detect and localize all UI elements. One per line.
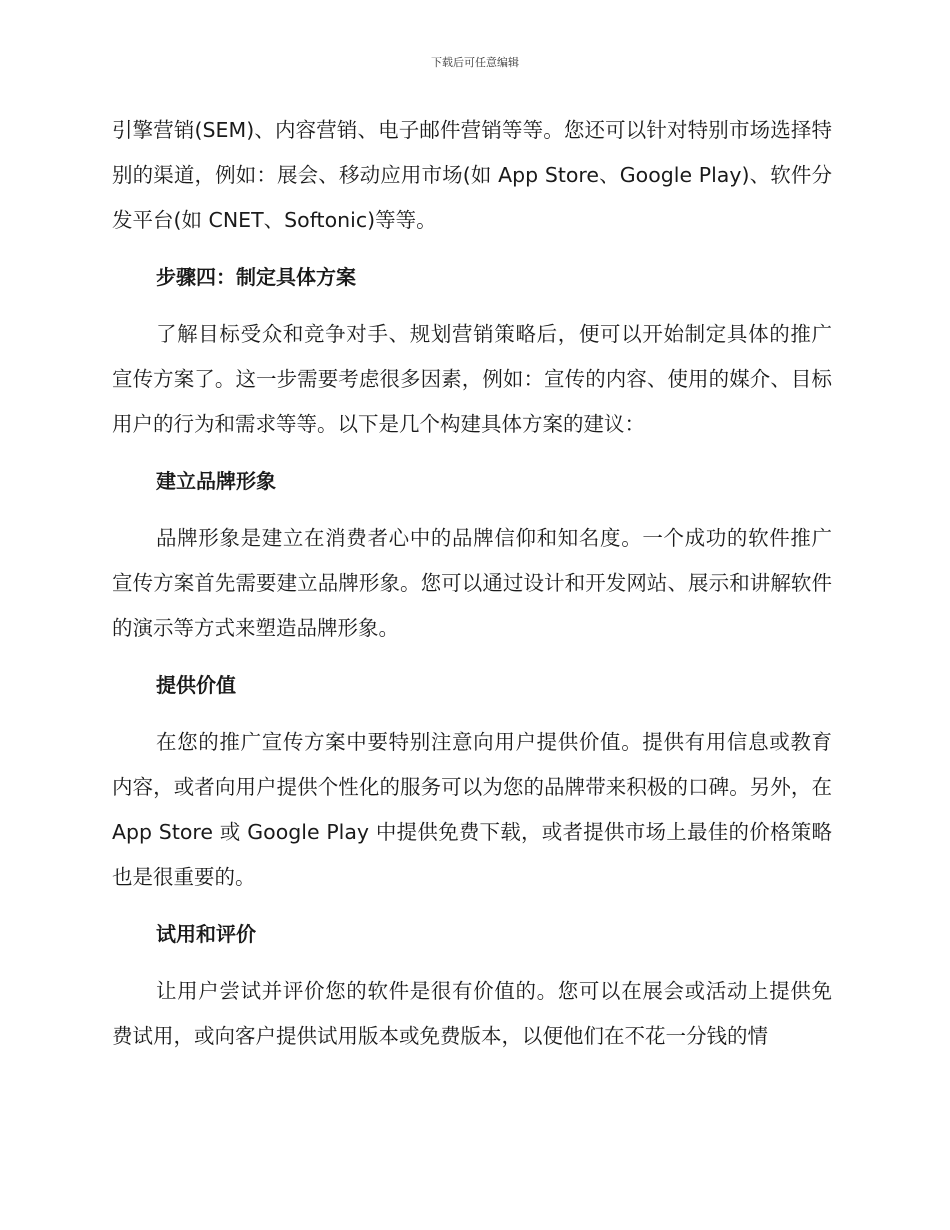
heading-step-four: 步骤四：制定具体方案	[156, 265, 356, 289]
paragraph-plan-intro: 了解目标受众和竞争对手、规划营销策略后，便可以开始制定具体的推广宣传方案了。这一步需要考虑很多因素，例如：宣传的内容、使用的媒介、目标用户的行为和需求等等。以下是几个构建具体方案的建议：	[112, 322, 832, 436]
heading-provide-value: 提供价值	[156, 673, 236, 697]
paragraph-trial-review: 让用户尝试并评价您的软件是很有价值的。您可以在展会或活动上提供免费试用，或向客户提供试用版本或免费版本，以便他们在不花一分钱的情	[112, 979, 832, 1048]
heading-trial-review: 试用和评价	[156, 922, 256, 946]
paragraph-channels: 引擎营销(SEM)、内容营销、电子邮件营销等等。您还可以针对特别市场选择特别的渠道，例如：展会、移动应用市场(如 App Store、Google Play)、软件分发平台(如 CNET、Softonic)等等。	[112, 118, 832, 232]
heading-brand-image: 建立品牌形象	[156, 469, 276, 493]
paragraph-provide-value: 在您的推广宣传方案中要特别注意向用户提供价值。提供有用信息或教育内容，或者向用户提供个性化的服务可以为您的品牌带来积极的口碑。另外，在 App Store 或 Google Play 中提供免费下载，或者提供市场上最佳的价格策略也是很重要的。	[112, 730, 832, 889]
page-header: 下载后可任意编辑	[431, 56, 519, 69]
document-body	[112, 108, 832, 1071]
paragraph-brand-image: 品牌形象是建立在消费者心中的品牌信仰和知名度。一个成功的软件推广宣传方案首先需要建立品牌形象。您可以通过设计和开发网站、展示和讲解软件的演示等方式来塑造品牌形象。	[112, 526, 832, 640]
